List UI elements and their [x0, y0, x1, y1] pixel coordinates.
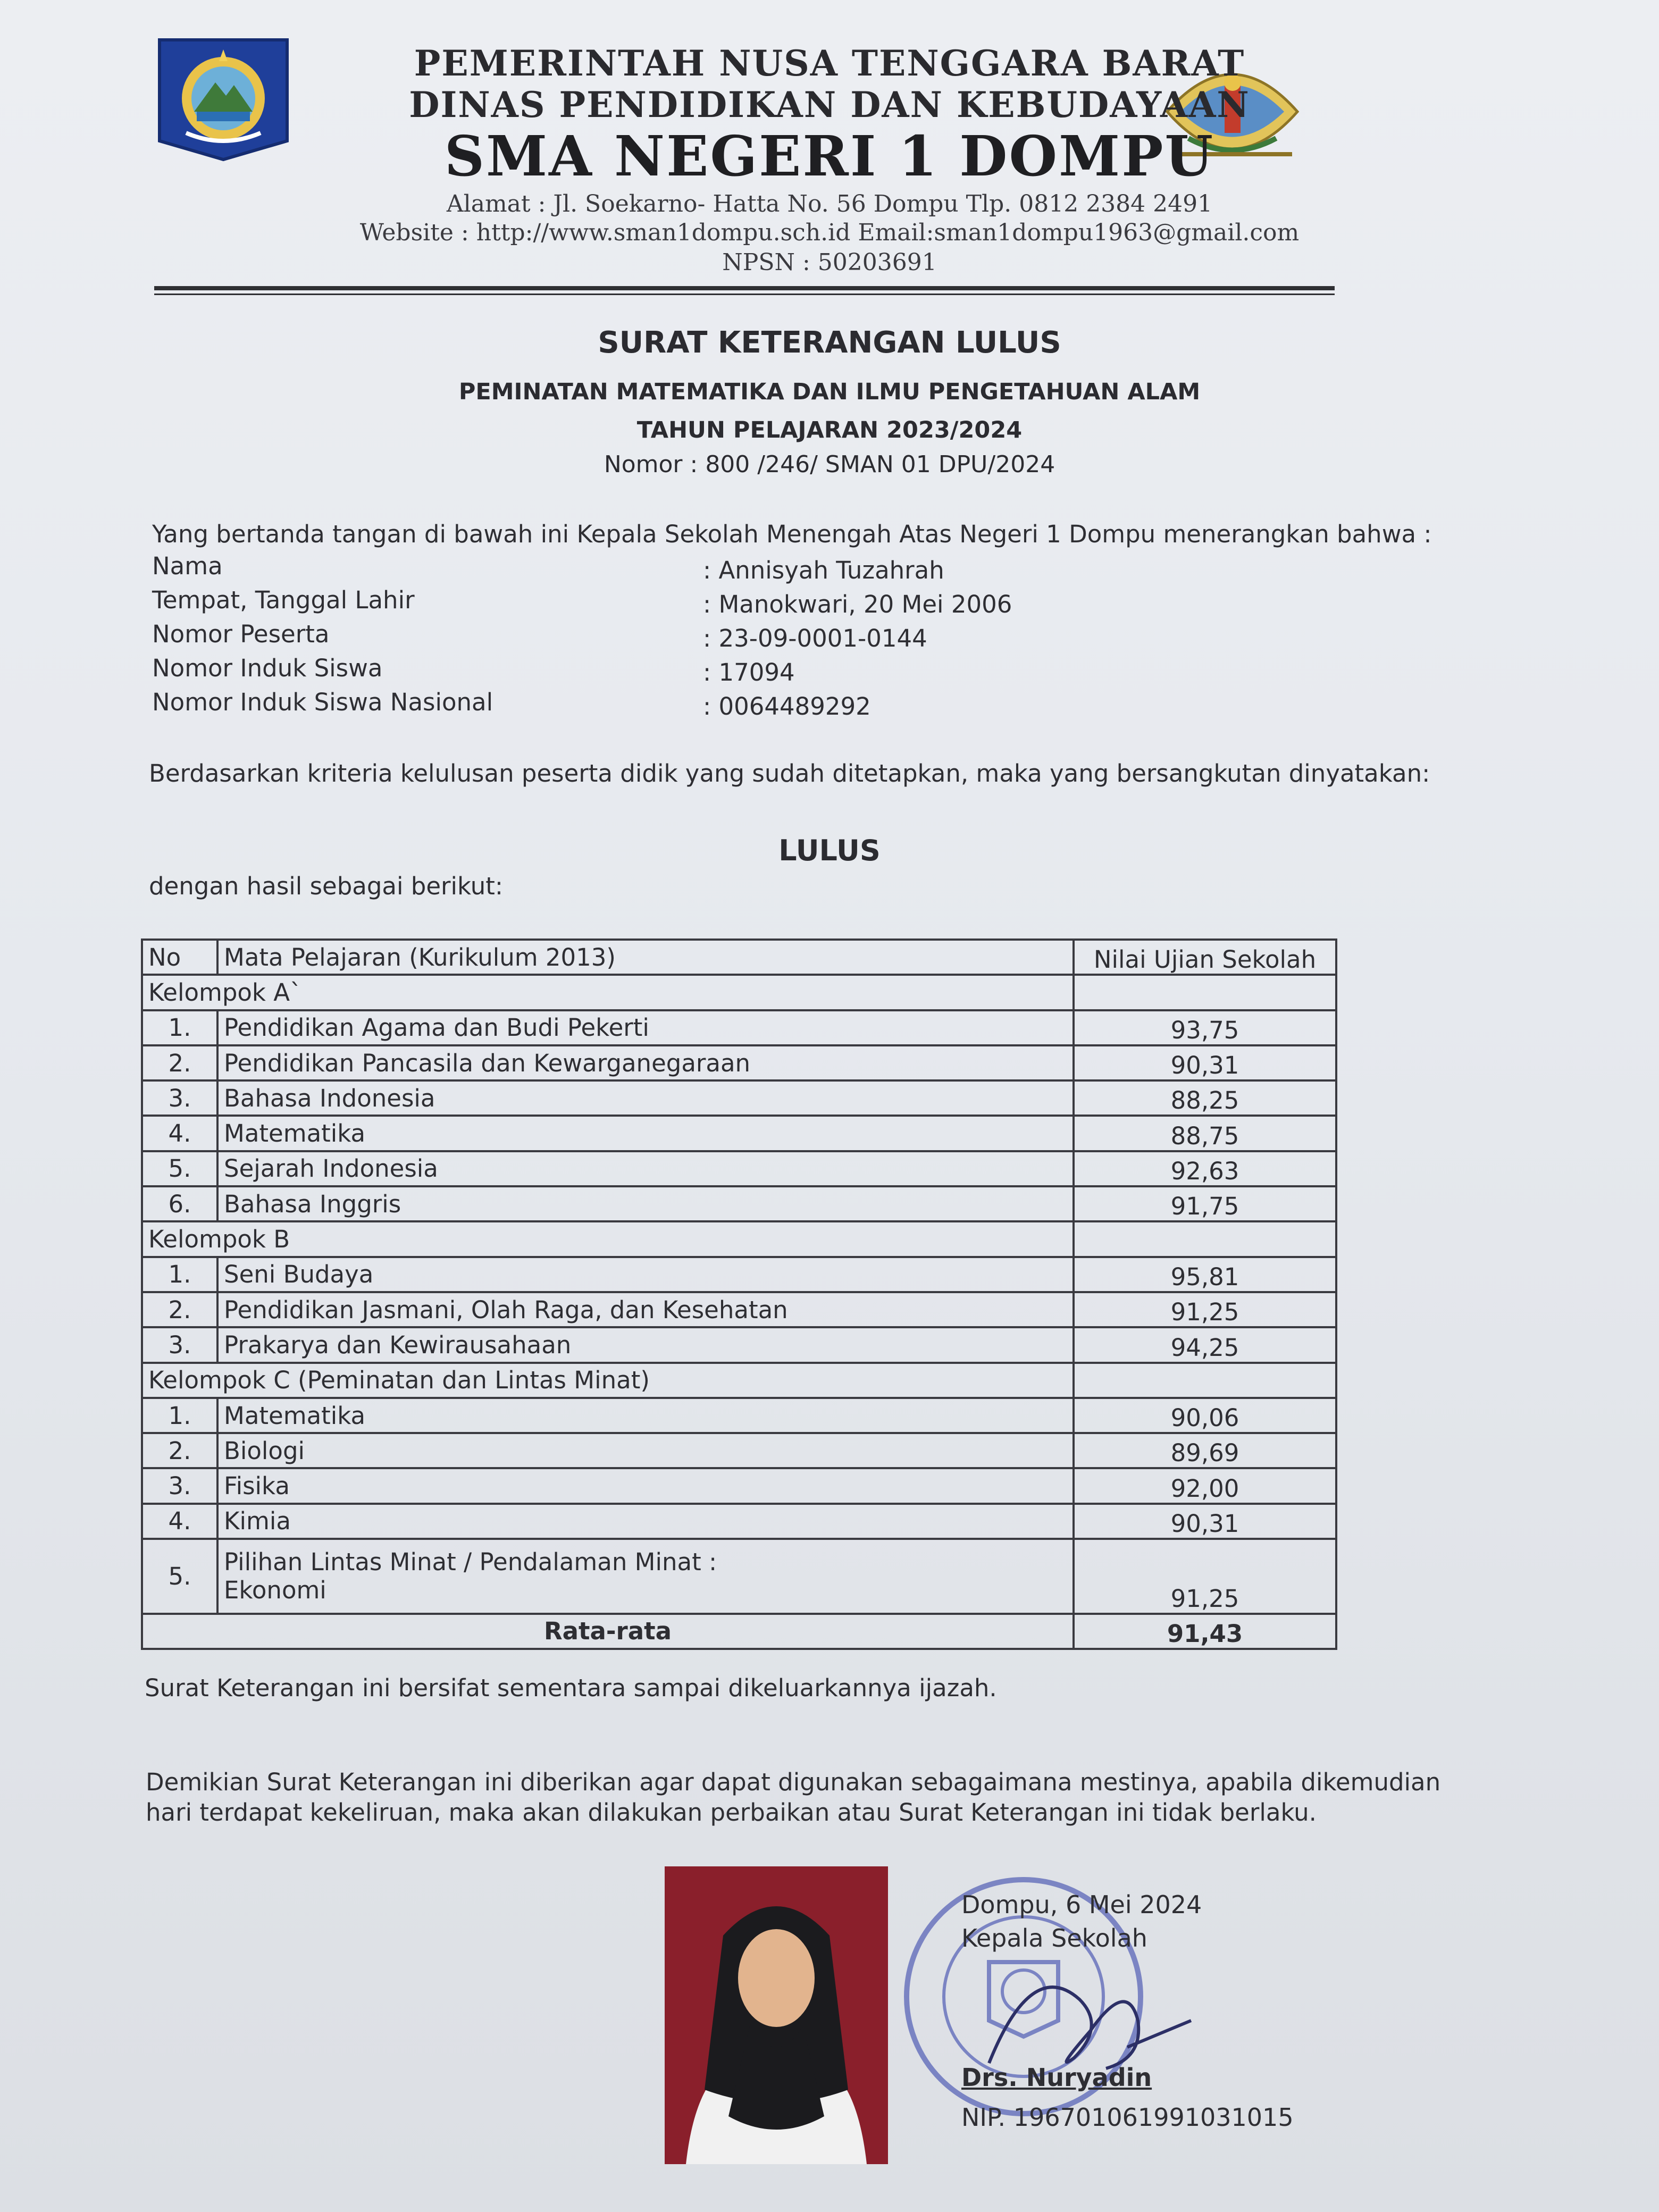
criteria-text: Berdasarkan kriteria kelulusan peserta didik yang sudah ditetapkan, maka yang bersangkutan dinyatakan:: [149, 759, 1430, 787]
letterhead-line1: PEMERINTAH NUSA TENGGARA BARAT: [414, 43, 1245, 84]
header-rule-thin: [154, 294, 1335, 295]
group-row: [142, 975, 1336, 1010]
document-subtitle-2: TAHUN PELAJARAN 2023/2024: [636, 417, 1023, 443]
label-nomor-peserta: Nomor Peserta: [152, 620, 330, 648]
value-nis: : 17094: [703, 658, 795, 686]
closing-line-1: Demikian Surat Keterangan ini diberikan agar dapat digunakan sebagaimana mestinya, apabila dikemudian: [146, 1768, 1441, 1796]
student-photo: [665, 1866, 888, 2164]
group-row: [142, 1221, 1336, 1256]
letterhead-line2: DINAS PENDIDIKAN DAN KEBUDAYAAN: [409, 84, 1250, 125]
signature-place-date: Dompu, 6 Mei 2024: [961, 1890, 1202, 1919]
result-status: LULUS: [778, 834, 881, 867]
table-header: [142, 940, 1336, 975]
value-nama: : Annisyah Tuzahrah: [703, 556, 944, 584]
table-row: 6. Bahasa Inggris 91,75: [142, 1186, 1336, 1221]
table-row: 4. Matematika 88,75: [142, 1116, 1336, 1151]
value-ttl: : Manokwari, 20 Mei 2006: [703, 590, 1012, 618]
value-nomor-peserta: : 23-09-0001-0144: [703, 624, 927, 652]
grades-table: [141, 939, 1337, 1650]
label-nisn: Nomor Induk Siswa Nasional: [152, 688, 493, 716]
value-nisn: : 0064489292: [703, 692, 871, 720]
average-row: [142, 1614, 1336, 1649]
header-score: Nilai Ujian Sekolah: [1074, 940, 1336, 975]
elective-subject: Ekonomi: [224, 1576, 326, 1605]
label-nama: Nama: [152, 552, 223, 580]
group-a-label: Kelompok A`: [142, 975, 1074, 1010]
table-row: 1. Seni Budaya 95,81: [142, 1257, 1336, 1292]
table-row: 1. Matematika 90,06: [142, 1398, 1336, 1433]
closing-line-2: hari terdapat kekeliruan, maka akan dilakukan perbaikan atau Surat Keterangan ini tidak berlaku.: [146, 1798, 1317, 1826]
group-row: [142, 1363, 1336, 1398]
table-row: 2. Pendidikan Jasmani, Olah Raga, dan Kesehatan 91,25: [142, 1292, 1336, 1327]
school-address: Alamat : Jl. Soekarno- Hatta No. 56 Dompu Tlp. 0812 2384 2491: [446, 190, 1213, 217]
school-name: SMA NEGERI 1 DOMPU: [444, 123, 1215, 189]
signatory-name: Drs. Nuryadin: [961, 2063, 1152, 2092]
label-nis: Nomor Induk Siswa: [152, 654, 383, 682]
table-row: 3. Bahasa Indonesia 88,25: [142, 1080, 1336, 1116]
table-row: 1. Pendidikan Agama dan Budi Pekerti 93,75: [142, 1010, 1336, 1045]
group-c-label: Kelompok C (Peminatan dan Lintas Minat): [142, 1363, 1074, 1398]
temporary-note: Surat Keterangan ini bersifat sementara sampai dikeluarkannya ijazah.: [145, 1674, 997, 1702]
label-ttl: Tempat, Tanggal Lahir: [152, 586, 415, 614]
table-row: 2. Biologi 89,69: [142, 1433, 1336, 1468]
result-subtext: dengan hasil sebagai berikut:: [149, 872, 504, 900]
signature-position: Kepala Sekolah: [961, 1924, 1147, 1953]
table-row: 3. Prakarya dan Kewirausahaan 94,25: [142, 1327, 1336, 1362]
table-row: 2. Pendidikan Pancasila dan Kewarganegaraan 90,31: [142, 1045, 1336, 1080]
header-subject: Mata Pelajaran (Kurikulum 2013): [217, 940, 1074, 975]
header-no: No: [142, 940, 217, 975]
document-subtitle-1: PEMINATAN MATEMATIKA DAN ILMU PENGETAHUAN ALAM: [458, 379, 1201, 405]
table-row: 5. Sejarah Indonesia 92,63: [142, 1151, 1336, 1186]
header-rule: [154, 286, 1335, 290]
school-website: Website : http://www.sman1dompu.sch.id Email:sman1dompu1963@gmail.com: [359, 219, 1300, 246]
document-title: SURAT KETERANGAN LULUS: [598, 325, 1061, 360]
school-npsn: NPSN : 50203691: [722, 249, 937, 276]
average-value: 91,43: [1074, 1614, 1336, 1649]
table-row: 3. Fisika 92,00: [142, 1468, 1336, 1503]
table-row: 4. Kimia 90,31: [142, 1504, 1336, 1539]
group-b-label: Kelompok B: [142, 1221, 1074, 1256]
document-number: Nomor : 800 /246/ SMAN 01 DPU/2024: [604, 451, 1055, 478]
table-row: 5. Pilihan Lintas Minat / Pendalaman Minat : Ekonomi 91,25: [142, 1539, 1336, 1614]
elective-label: Pilihan Lintas Minat / Pendalaman Minat :: [224, 1548, 717, 1577]
intro-text: Yang bertanda tangan di bawah ini Kepala Sekolah Menengah Atas Negeri 1 Dompu menerangkan bahwa :: [152, 520, 1432, 548]
signatory-nip: NIP. 196701061991031015: [961, 2103, 1294, 2132]
average-label: Rata-rata: [142, 1614, 1074, 1649]
